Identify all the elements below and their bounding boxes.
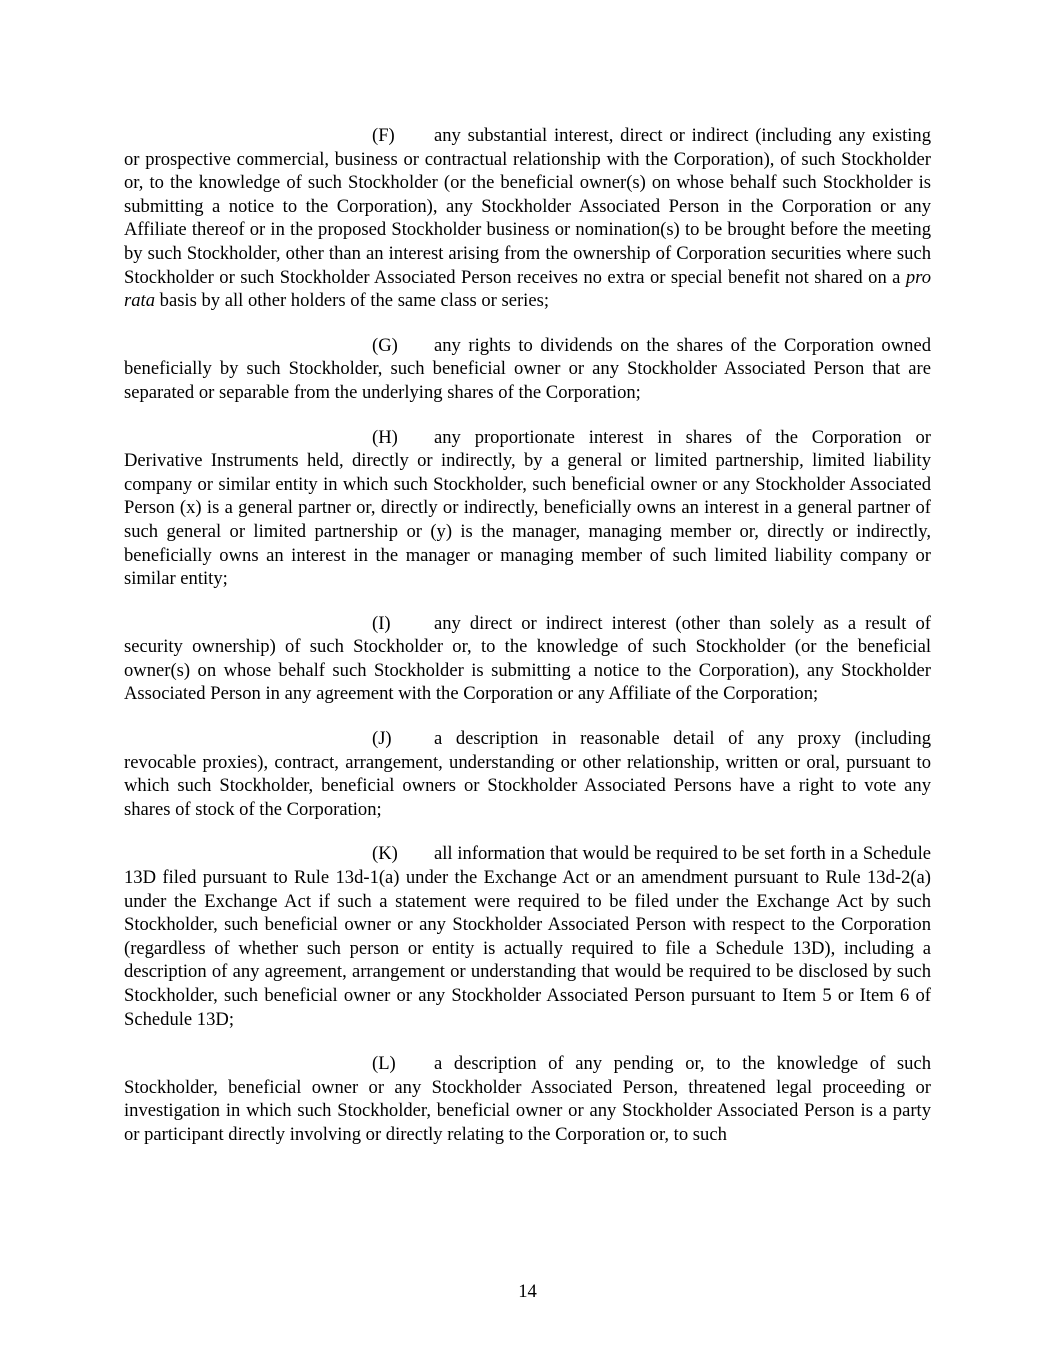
paragraph-text: any proportionate interest in shares of the Corporation or Derivative Instruments held, directly or indirectly, by a general or limited partnership, limited liability company or similar entity in which such Stockholder, such beneficial owner or any Stockholder Associated Person (x) is a general partner or, directly or indirectly, beneficially owns an interest in a general partner of such general or limited partnership or (y) is the manager, managing member or, directly or indirectly, beneficially owns an interest in the manager or managing member of such limited liability company or similar entity; — [124, 426, 931, 590]
paragraph-label: (F) — [372, 125, 395, 146]
paragraph-l — [124, 1052, 931, 1146]
paragraph-text: a description in reasonable detail of any proxy (including revocable proxies), contract, arrangement, understanding or other relationship, written or oral, pursuant to which such Stockholder, beneficial owners or Stockholder Associated Persons have a right to vote any shares of stock of the Corporation; — [124, 728, 931, 820]
paragraph-label: (J) — [372, 728, 392, 750]
paragraph-text: any rights to dividends on the shares of the Corporation owned beneficially by such Stockholder, such beneficial owner or any Stockholder Associated Person that are separated or separable from the underlying shares of the Corporation; — [124, 334, 931, 403]
paragraph-label: (G) — [372, 334, 398, 356]
paragraph-g — [124, 334, 931, 405]
paragraph-label: (K) — [372, 843, 398, 865]
page-number: 14 — [518, 1281, 537, 1302]
paragraph-text: all information that would be required to be set forth in a Schedule 13D filed pursuant to Rule 13d-1(a) under the Exchange Act or an amendment pursuant to Rule 13d-2(a) under the Exchange Act if such a statement were required to be filed under the Exchange Act by such Stockholder, such beneficial owner or any Stockholder Associated Person with respect to the Corporation (regardless of whether such person or entity is actually required to file a Schedule 13D), including a description of any agreement, arrangement or understanding that would be required to be disclosed by such Stockholder, such beneficial owner or any Stockholder Associated Person pursuant to Item 5 or Item 6 of Schedule 13D; — [124, 843, 931, 1030]
paragraph-label: (L) — [372, 1053, 396, 1075]
paragraph-text-continued: basis by all other holders of the same class or series; — [155, 290, 549, 312]
document-page — [124, 124, 931, 1168]
paragraph-j — [124, 727, 931, 821]
paragraph-italic-text: pro rata — [124, 266, 931, 312]
paragraph-text: any substantial interest, direct or indirect (including any existing or prospective commercial, business or contractual relationship with the Corporation), of such Stockholder or, to the knowledge of such Stockholder (or the beneficial owner(s) on whose behalf such Stockholder is submitting a notice to the Corporation), any Stockholder Associated Person in the Corporation or any Affiliate thereof or in the proposed Stockholder business or nomination(s) to be brought before the meeting by such Stockholder, other than an interest arising from the ownership of Corporation securities where such Stockholder or such Stockholder Associated Person receives no extra or special benefit not shared on a — [124, 125, 931, 288]
paragraph-text: any direct or indirect interest (other than solely as a result of security ownership) of such Stockholder or, to the knowledge of such Stockholder (or the beneficial owner(s) on whose behalf such Stockholder is submitting a notice to the Corporation), any Stockholder Associated Person in any agreement with the Corporation or any Affiliate of the Corporation; — [124, 612, 931, 705]
paragraph-h — [124, 426, 931, 591]
paragraph-text: a description of any pending or, to the knowledge of such Stockholder, beneficial owner or any Stockholder Associated Person, threatened legal proceeding or investigation in which such Stockholder, beneficial owner or any Stockholder Associated Person is a party or participant directly involving or directly relating to the Corporation or, to such — [124, 1053, 931, 1145]
paragraph-f — [124, 124, 931, 313]
paragraph-label: (H) — [372, 426, 398, 448]
paragraph-k — [124, 842, 931, 1031]
paragraph-label: (I) — [372, 612, 391, 634]
paragraph-i — [124, 612, 931, 706]
